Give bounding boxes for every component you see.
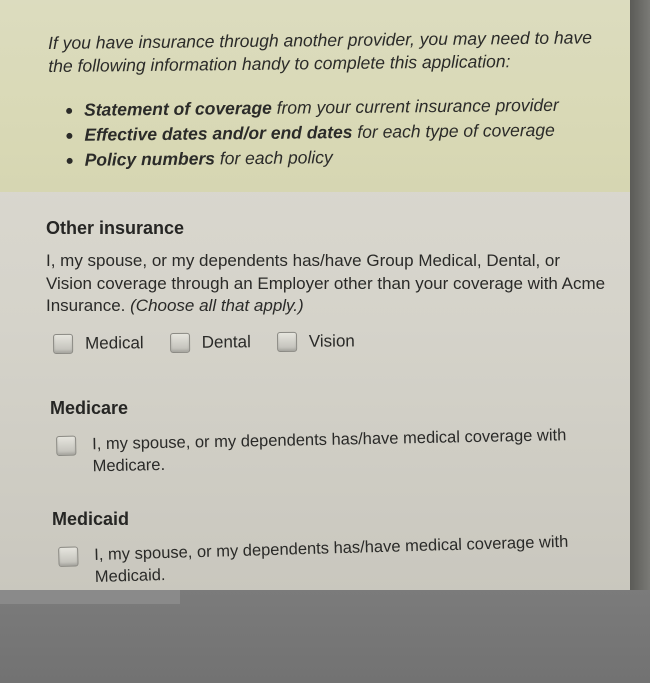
medical-label: Medical (84, 333, 144, 353)
other-insurance-title: Other insurance (46, 218, 185, 238)
callout-intro: If you have insurance through another provider, you may need to have the following information handy to complete this application: (48, 27, 593, 76)
paper-edge-shadow (630, 0, 650, 592)
bullet-text: from your current insurance provider (271, 94, 559, 118)
vision-label: Vision (308, 331, 355, 351)
vision-checkbox[interactable] (277, 332, 297, 352)
other-insurance-description (46, 250, 606, 318)
bullet-bold-text: Effective dates and/or end dates (84, 121, 353, 145)
other-insurance-hint: (Choose all that apply.) (130, 296, 304, 315)
bullet-bold-text: Statement of coverage (84, 97, 272, 120)
medicaid-row (58, 530, 599, 589)
medical-checkbox[interactable] (53, 334, 73, 354)
bullet-text: for each policy (214, 147, 333, 169)
medicaid-checkbox[interactable] (58, 546, 79, 567)
medicare-title: Medicare (50, 398, 129, 418)
lower-background-tab (0, 590, 180, 604)
dental-label: Dental (201, 332, 251, 352)
callout-bullet-policy (63, 142, 623, 173)
other-insurance-text: I, my spouse, or my dependents has/have Group Medical, Dental, or Vision coverage through an Employer other than your coverage with Acme Insurance. (46, 251, 606, 315)
callout-bullet-list (62, 92, 623, 173)
lower-background (0, 590, 650, 683)
medicaid-title: Medicaid (52, 509, 130, 529)
medicare-label: I, my spouse, or my dependents has/have medical coverage with Medicare. (92, 426, 567, 476)
medicare-row (56, 424, 597, 478)
info-callout (0, 0, 630, 192)
bullet-bold-text: Policy numbers (84, 148, 216, 170)
medicare-checkbox[interactable] (56, 436, 76, 456)
medicaid-label: I, my spouse, or my dependents has/have medical coverage with Medicaid. (94, 532, 569, 586)
dental-checkbox[interactable] (170, 333, 190, 353)
bullet-text: for each type of coverage (352, 119, 555, 142)
other-insurance-options (53, 331, 381, 354)
